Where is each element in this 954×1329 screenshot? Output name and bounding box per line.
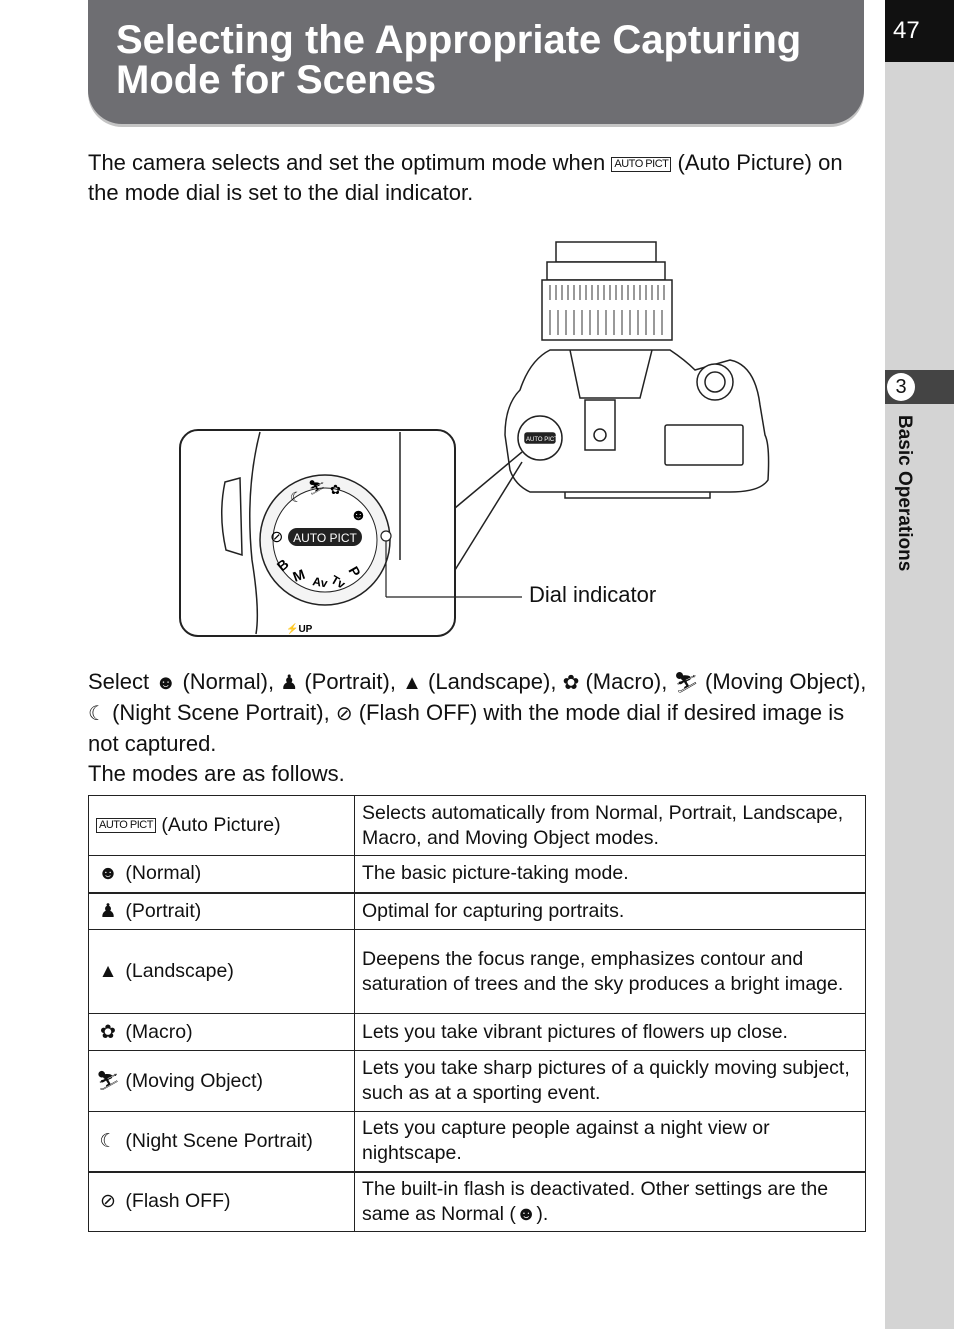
camera-illustration: [170, 230, 790, 650]
mode-name-cell: [89, 1014, 355, 1051]
intro-text-2: (Auto Picture) on the mode dial is set to the dial indicator.: [88, 150, 843, 205]
mode-name: (Normal): [125, 862, 202, 885]
dial-indicator-label: Dial indicator: [529, 582, 657, 607]
side-tab: [885, 0, 954, 1329]
intro-text-1: The camera selects and set the optimum mode when: [88, 150, 606, 175]
mode-name: (Macro): [125, 1020, 193, 1043]
mode-description: Lets you take sharp pictures of a quickly moving subject, such as at a sporting event.: [355, 1051, 866, 1112]
table-row: [89, 1172, 866, 1232]
macro-mode-icon: ✿: [562, 672, 580, 694]
mode-name: (Auto Picture): [161, 814, 281, 836]
table-row: [89, 856, 866, 893]
moving-object-mode-icon: ⛷: [673, 672, 699, 694]
normal-mode-icon: ☻: [155, 672, 177, 694]
camera-lens: [542, 242, 672, 340]
svg-text:M: M: [290, 565, 307, 585]
flash-label: (Flash OFF) with the mode dial if desired image is not captured.: [88, 700, 845, 756]
landscape-mode-icon: ▲: [402, 672, 422, 694]
mode-description: Selects automatically from Normal, Portrait, Landscape, Macro, and Moving Object modes.: [355, 796, 866, 856]
selection-paragraph: [88, 667, 868, 789]
landscape-icon: ▲: [98, 961, 118, 982]
dial-inset: [180, 430, 522, 636]
moving-label: (Moving Object),: [705, 669, 867, 694]
page-number: 47: [885, 0, 954, 62]
flash-off-icon: ⊘: [100, 1191, 116, 1213]
mode-name: (Flash OFF): [125, 1190, 231, 1213]
svg-text:✿: ✿: [330, 482, 341, 497]
landscape-label: (Landscape),: [428, 669, 557, 694]
top-auto-pict-label: AUTO PICT: [526, 437, 558, 443]
normal-icon: ☻: [98, 863, 118, 885]
table-row: [89, 1014, 866, 1051]
mode-name: (Landscape): [125, 960, 234, 982]
table-row: [89, 893, 866, 930]
mode-description: The built-in flash is deactivated. Other settings are the same as Normal (☻).: [355, 1172, 866, 1232]
night-scene-mode-icon: ☾: [88, 703, 106, 725]
table-row: [89, 796, 866, 856]
mode-name-cell: [89, 1112, 355, 1172]
follow-text: The modes are as follows.: [88, 761, 345, 786]
mode-description: Lets you capture people against a night view or nightscape.: [355, 1112, 866, 1172]
select-word: Select: [88, 669, 150, 694]
table-row: [89, 1112, 866, 1172]
mode-description: The basic picture-taking mode.: [355, 856, 866, 893]
modes-table: [88, 795, 866, 1232]
flash-off-mode-icon: ⊘: [335, 703, 353, 725]
intro-paragraph: [88, 148, 868, 208]
table-row: [89, 930, 866, 1014]
mode-description: Optimal for capturing portraits.: [355, 893, 866, 930]
mode-name: (Portrait): [125, 899, 202, 922]
portrait-mode-icon: ♟: [280, 672, 299, 694]
camera-body: [505, 350, 769, 498]
svg-text:☾: ☾: [290, 489, 303, 505]
svg-text:P: P: [345, 563, 364, 580]
mode-name-cell: [89, 856, 355, 893]
mode-name-cell: [89, 796, 355, 856]
moving-object-icon: ⛷: [96, 1070, 121, 1092]
night-scene-portrait-icon: ☾: [99, 1130, 117, 1152]
auto-pict-icon: AUTO PICT: [611, 157, 671, 172]
svg-text:Tv: Tv: [328, 572, 348, 592]
macro-label: (Macro),: [585, 669, 668, 694]
mode-name: (Moving Object): [125, 1069, 264, 1092]
mode-name-cell: [89, 1051, 355, 1112]
svg-text:⚡UP: ⚡UP: [286, 624, 313, 635]
portrait-icon: ♟: [99, 900, 117, 922]
mode-name-cell: [89, 930, 355, 1014]
mode-description: Deepens the focus range, emphasizes contour and saturation of trees and the sky produces a bright image.: [355, 930, 866, 1014]
svg-text:Av: Av: [311, 574, 329, 591]
mode-name: (Night Scene Portrait): [125, 1129, 313, 1152]
portrait-label: (Portrait),: [304, 669, 396, 694]
svg-text:☻: ☻: [350, 507, 367, 524]
macro-icon: ✿: [100, 1021, 116, 1043]
svg-text:⊘: ⊘: [270, 529, 284, 546]
svg-text:⛷: ⛷: [308, 479, 326, 495]
page-title: Selecting the Appropriate Capturing Mode for Scenes: [116, 18, 802, 102]
table-row: [89, 1051, 866, 1112]
chapter-title: Basic Operations: [894, 415, 915, 572]
mode-description: Lets you take vibrant pictures of flowers up close.: [355, 1014, 866, 1051]
svg-text:B: B: [273, 555, 292, 575]
mode-name-cell: [89, 1172, 355, 1232]
chapter-number: 3: [887, 373, 915, 401]
dial-auto-pict-label: AUTO PICT: [293, 531, 357, 545]
mode-name-cell: [89, 893, 355, 930]
night-label: (Night Scene Portrait),: [112, 700, 330, 725]
normal-label: (Normal),: [182, 669, 275, 694]
title-banner: [88, 0, 864, 124]
auto-pict-icon: AUTO PICT: [96, 818, 156, 833]
